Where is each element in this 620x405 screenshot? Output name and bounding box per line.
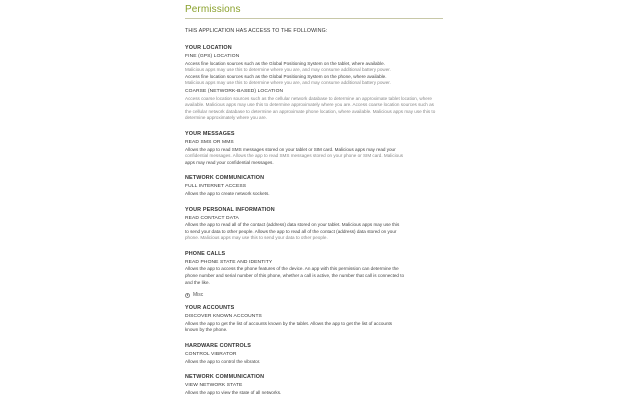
description-line: Access coarse location sources such as the cellular network database to determine an approximate tablet location, where available. Malicious apps may use this to determine approximately where you are. Access coarse location sources such as the cellular network database to determine an approximate phone location, where available. Malicious apps may use this to determine approximately where you are. xyxy=(185,95,436,121)
permission-description xyxy=(185,359,440,366)
permission-group-your-location xyxy=(185,45,440,122)
permission-description xyxy=(185,321,440,334)
group-title: YOUR MESSAGES xyxy=(185,130,235,137)
permission-group-network-communication xyxy=(185,175,440,197)
description-line: Allows the app to read all of the contact (address) data stored on your tablet. Malicious apps may use this xyxy=(185,222,400,228)
permission-control-vibrator xyxy=(185,352,440,365)
description-line: Malicious apps may use this to determine where you are, and may consume additional battery power. xyxy=(185,80,391,86)
description-line: and the like. xyxy=(185,279,210,285)
group-title: NETWORK COMMUNICATION xyxy=(185,175,265,182)
permission-groups-misc xyxy=(185,305,440,396)
description-line: confidential messages. Allows the app to read SMS messages stored on your phone or SIM card. Malicious xyxy=(185,153,404,159)
description-line: Malicious apps may use this to determine where you are, and may consume additional battery power. xyxy=(185,67,391,73)
intro-text: THIS APPLICATION HAS ACCESS TO THE FOLLOWING: xyxy=(185,28,328,34)
permission-group-your-accounts xyxy=(185,305,440,334)
permission-read-contact-data xyxy=(185,216,440,242)
permission-description xyxy=(185,61,440,87)
permission-description xyxy=(185,147,440,167)
permission-group-phone-calls xyxy=(185,251,440,286)
permission-group-network-communication xyxy=(185,374,440,396)
description-line: phone. Malicious apps may use this to send your data to other people. xyxy=(185,235,328,241)
permission-group-your-personal-information xyxy=(185,207,440,242)
permission-full-internet-access xyxy=(185,184,440,197)
description-line: Allows the app to read SMS messages stored on your tablet or SIM card. Malicious apps may read your xyxy=(185,146,396,152)
page-title: Permissions xyxy=(185,4,241,15)
group-title: YOUR PERSONAL INFORMATION xyxy=(185,206,275,213)
permission-group-your-messages xyxy=(185,131,440,166)
permissions-panel xyxy=(185,0,440,405)
permission-description xyxy=(185,390,440,397)
permission-discover-known-accounts xyxy=(185,314,440,334)
group-title: HARDWARE CONTROLS xyxy=(185,343,252,350)
permission-title: READ SMS OR MMS xyxy=(185,139,234,145)
description-line: phone number and serial number of this phone, whether a call is active, the number that call is connected to xyxy=(185,273,405,279)
permission-group-hardware-controls xyxy=(185,343,440,365)
description-line: Allows the app to create network sockets. xyxy=(185,190,270,196)
description-line: Allows the app to get the list of accounts known by the tablet. Allows the app to get the list of accounts xyxy=(185,320,393,326)
misc-row[interactable] xyxy=(185,292,440,298)
permission-description xyxy=(185,191,440,198)
permission-title: FINE (GPS) LOCATION xyxy=(185,54,240,59)
description-line: Allows the app to access the phone features of the device. An app with this permission can determine the xyxy=(185,266,399,272)
title-bar xyxy=(185,0,443,19)
info-icon[interactable] xyxy=(185,293,190,298)
permission-view-network-state xyxy=(185,383,440,396)
permission-read-phone-state-and-identity xyxy=(185,260,440,286)
misc-label[interactable]: Misc xyxy=(193,292,204,299)
group-title: YOUR ACCOUNTS xyxy=(185,305,235,312)
group-title: PHONE CALLS xyxy=(185,250,226,257)
description-line: known by the phone. xyxy=(185,327,228,333)
description-line: Allows the app to view the state of all networks. xyxy=(185,389,282,395)
permission-read-sms-or-mms xyxy=(185,140,440,166)
group-title: NETWORK COMMUNICATION xyxy=(185,374,265,381)
description-line: to send your data to other people. Allows the app to read all of the contact (address) data stored on your xyxy=(185,228,397,234)
permission-description xyxy=(185,266,440,286)
permission-title: READ CONTACT DATA xyxy=(185,215,239,221)
description-line: Access fine location sources such as the Global Positioning System on the phone, where available. xyxy=(185,73,387,79)
description-line: Allows the app to control the vibrator. xyxy=(185,358,261,364)
permission-title: CONTROL VIBRATOR xyxy=(185,352,237,358)
permission-groups xyxy=(185,45,440,286)
permission-fine-gps-location xyxy=(185,54,440,87)
permission-title: DISCOVER KNOWN ACCOUNTS xyxy=(185,314,262,320)
description-line: Access fine location sources such as the Global Positioning System on the tablet, where available. xyxy=(185,60,385,66)
permission-description xyxy=(185,222,440,242)
permission-description xyxy=(185,96,440,122)
permission-title: FULL INTERNET ACCESS xyxy=(185,184,247,190)
permission-coarse-network-based-location xyxy=(185,89,440,122)
permission-title: COARSE (NETWORK-BASED) LOCATION xyxy=(185,88,284,94)
permission-title: VIEW NETWORK STATE xyxy=(185,383,243,389)
permission-title: READ PHONE STATE AND IDENTITY xyxy=(185,259,273,265)
description-line: apps may read your confidential messages. xyxy=(185,159,274,165)
group-title: YOUR LOCATION xyxy=(185,45,232,51)
